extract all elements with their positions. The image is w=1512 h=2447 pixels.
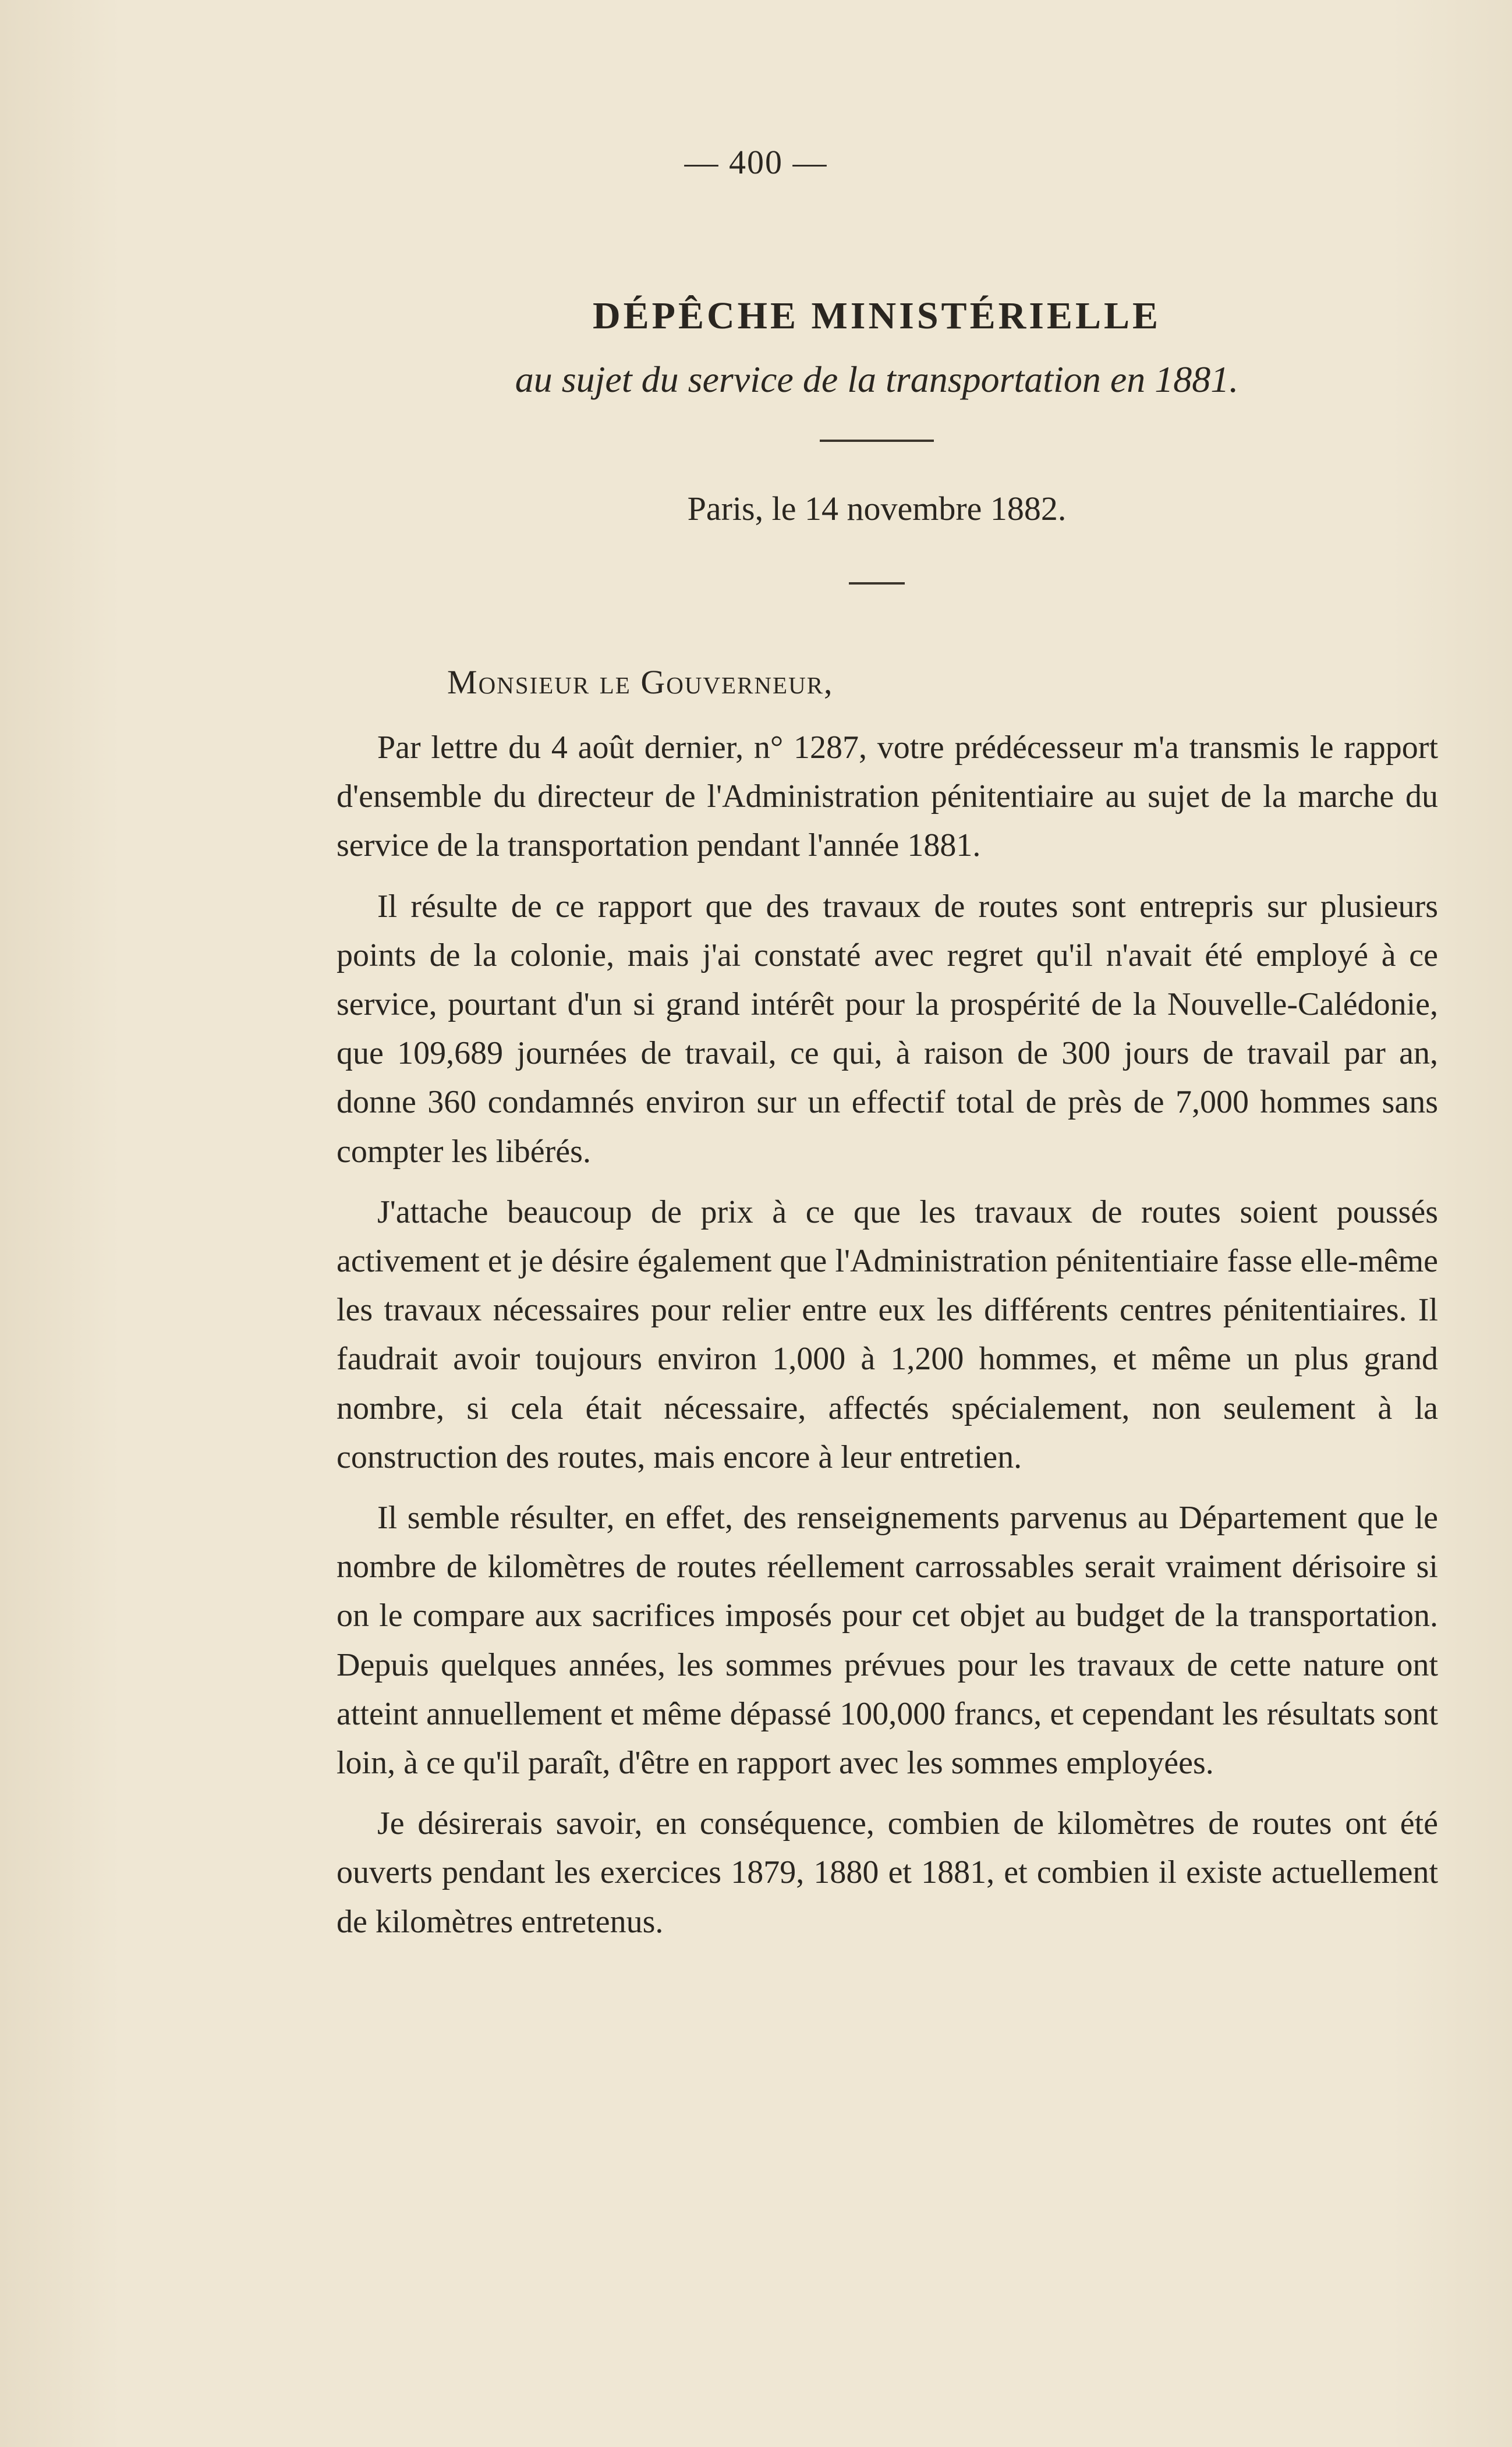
letter-body xyxy=(337,723,1438,1958)
title-divider xyxy=(820,440,934,442)
document-subtitle: au sujet du service de la transportation en 1881. xyxy=(515,359,1239,400)
document-title: DÉPÊCHE MINISTÉRIELLE xyxy=(592,295,1162,337)
paragraph-4: Il semble résulter, en effet, des renseignements parvenus au Département que le nombre de kilomètres de routes réellement carrossables serait vraiment dérisoire si on le compare aux sacrifices imposés pour cet objet au budget de la transportation. Depuis quelques années, les sommes prévues pour les travaux de cette nature ont atteint annuellement et même dépassé 100,000 francs, et cependant les résultats sont loin, à ce qu'il paraît, d'être en rapport avec les sommes employées. xyxy=(337,1500,1438,1782)
date-divider xyxy=(849,582,905,585)
paragraph-3: J'attache beaucoup de prix à ce que les travaux de routes soient poussés activement et je désire également que l'Administration pénitentiaire fasse elle-même les travaux nécessaires pour relier entre eux les différents centres pénitentiaires. Il faudrait avoir toujours environ 1,000 à 1,200 hommes, et même un plus grand nombre, si cela était nécessaire, affectés spécialement, non seulement à la construction des routes, mais encore à leur entretien. xyxy=(337,1194,1438,1475)
place-date: Paris, le 14 novembre 1882. xyxy=(687,490,1067,527)
salutation: Monsieur le Gouverneur, xyxy=(447,663,834,701)
page-number: — 400 — xyxy=(684,143,828,181)
paragraph-1: Par lettre du 4 août dernier, n° 1287, votre prédécesseur m'a transmis le rapport d'ensemble du directeur de l'Administration pénitentiaire au sujet de la marche du service de la transportation pendant l'année 1881. xyxy=(337,730,1438,864)
paragraph-2: Il résulte de ce rapport que des travaux de routes sont entrepris sur plusieurs points de la colonie, mais j'ai constaté avec regret qu'il n'avait été employé à ce service, pourtant d'un si grand intérêt pour la prospérité de la Nouvelle-Calédonie, que 109,689 journées de travail, ce qui, à raison de 300 jours de travail par an, donne 360 condamnés environ sur un effectif total de près de 7,000 hommes sans compter les libérés. xyxy=(337,888,1438,1170)
paragraph-5: Je désirerais savoir, en conséquence, combien de kilomètres de routes ont été ouverts pendant les exercices 1879, 1880 et 1881, et combien il existe actuellement de kilomètres entretenus. xyxy=(337,1805,1438,1940)
